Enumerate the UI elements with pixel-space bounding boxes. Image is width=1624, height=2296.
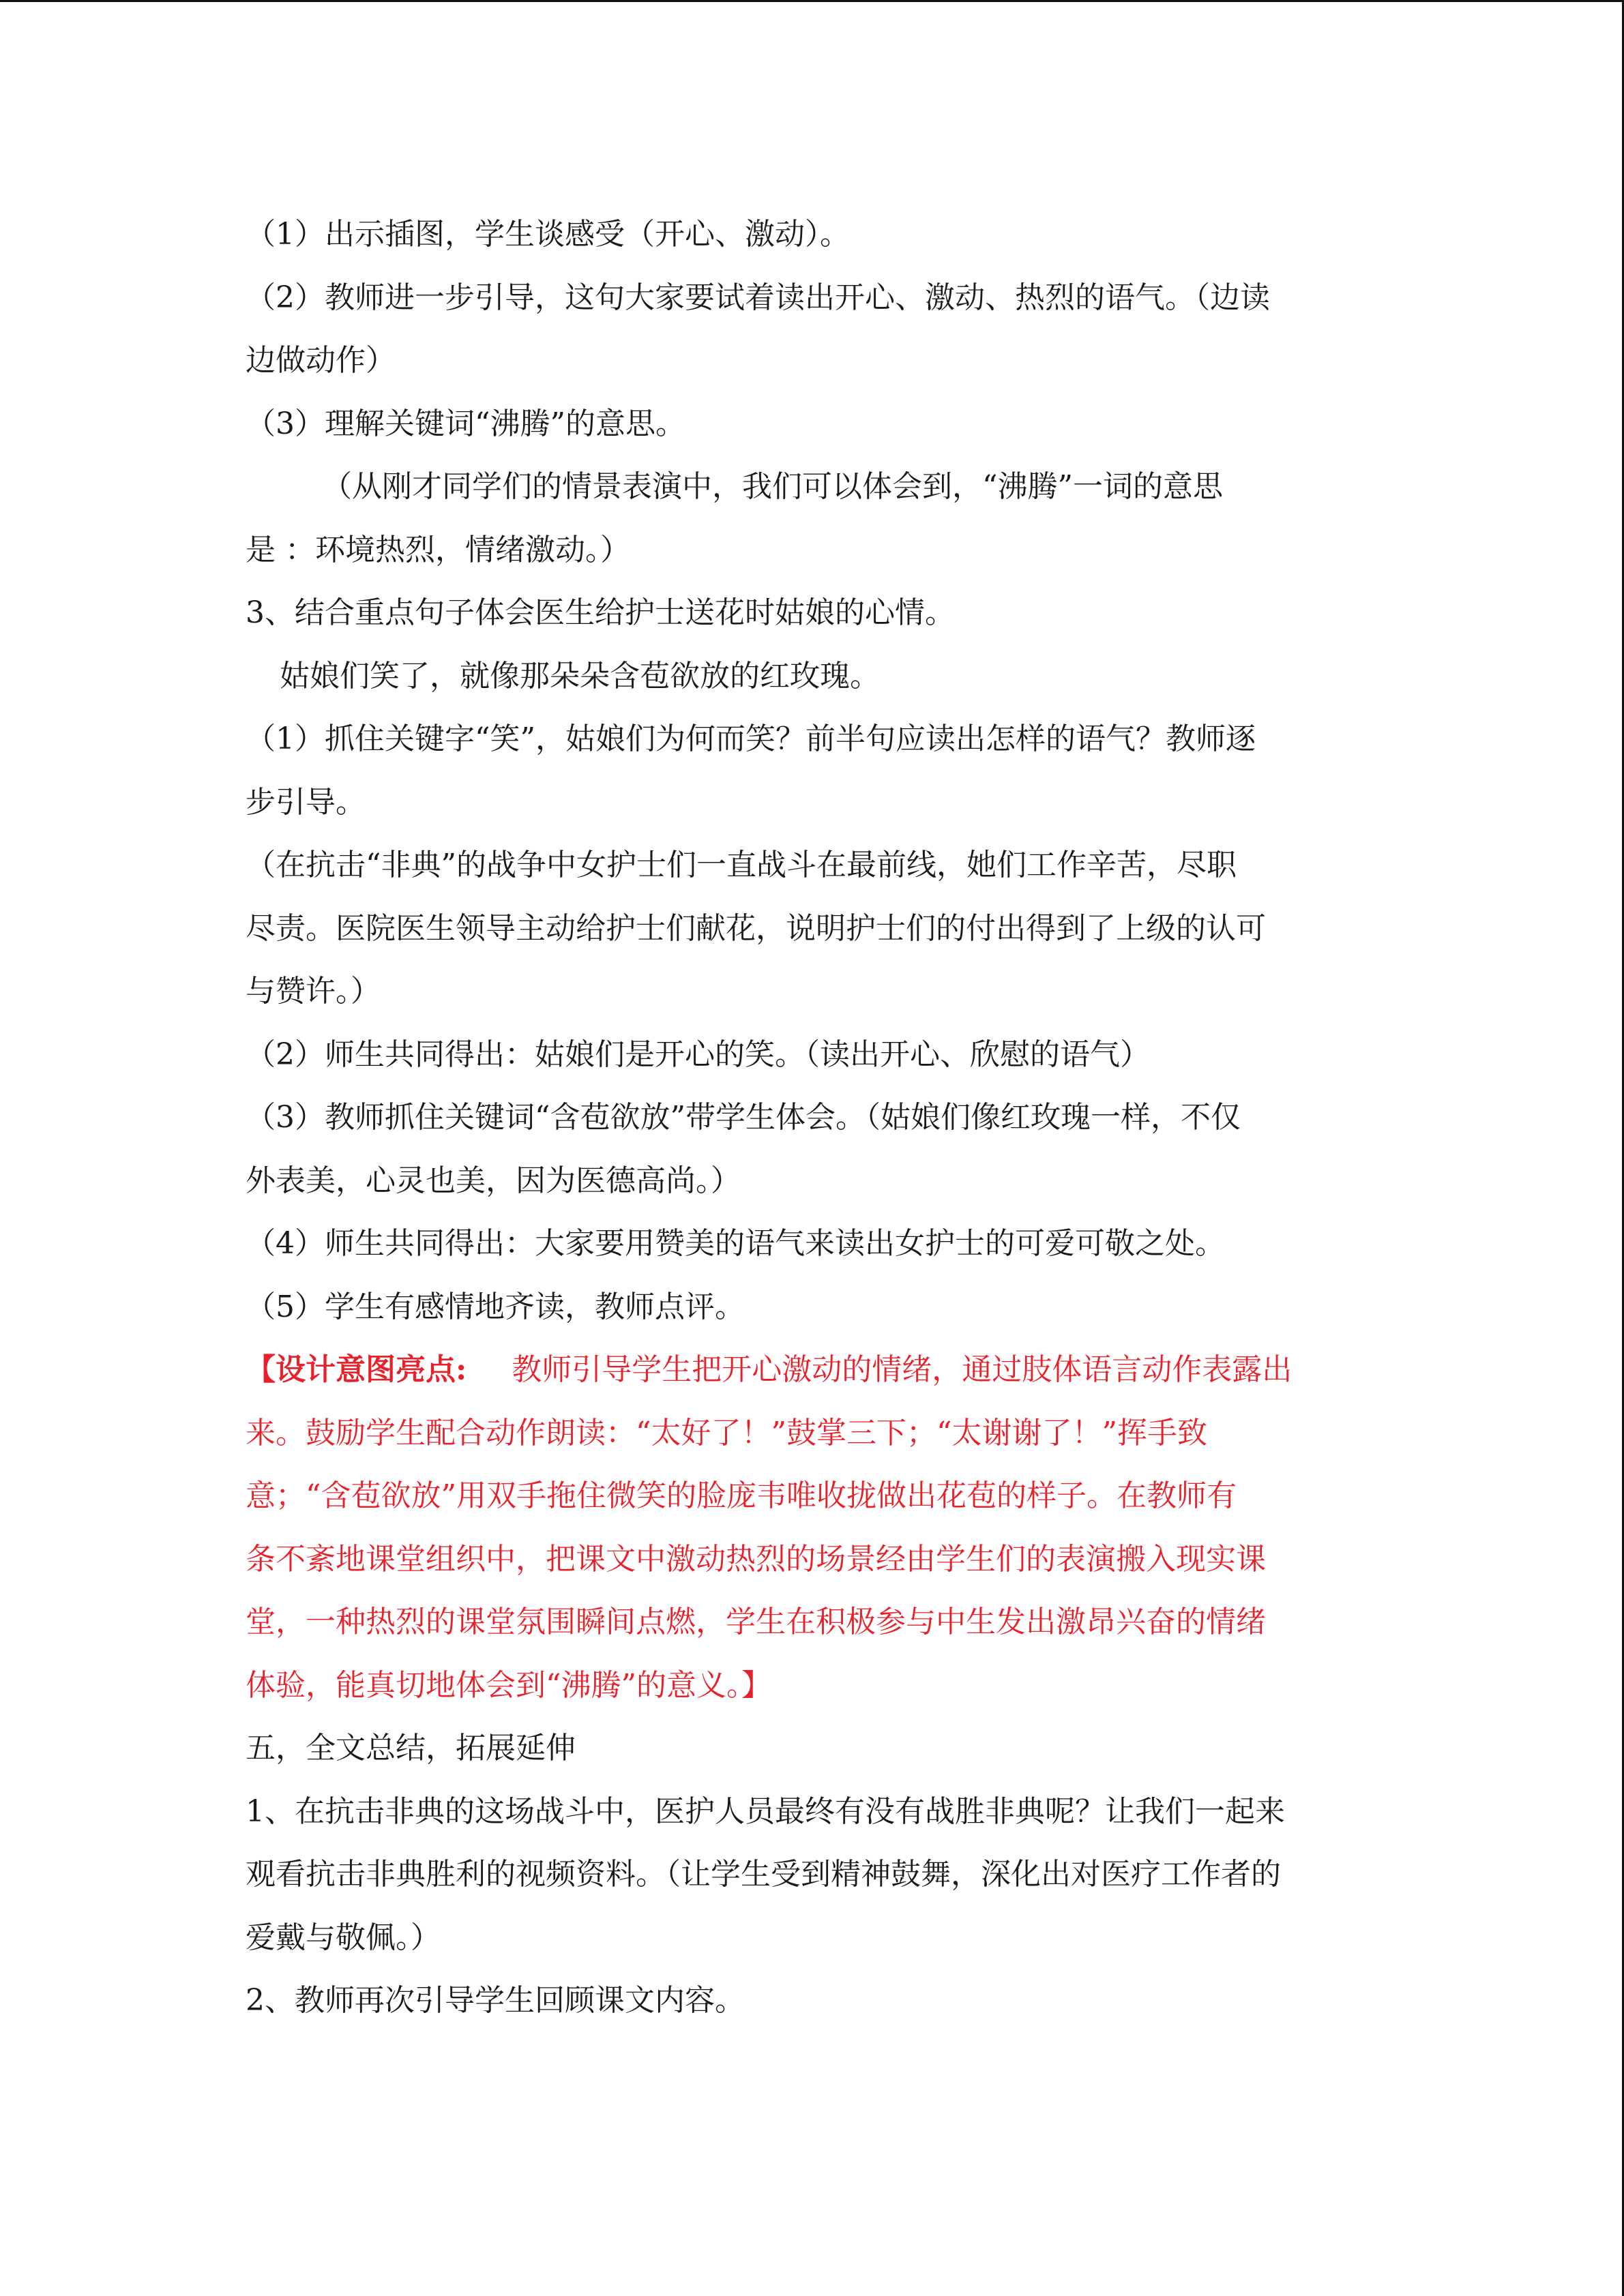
paragraph-line: （3）教师抓住关键词“含苞欲放”带学生体会。（姑娘们像红玫瑰一样，不仅: [246, 1100, 1241, 1135]
design-note-text: 教师引导学生把开心激动的情绪，通过肢体语言动作表露出: [512, 1352, 1293, 1387]
design-note-line: 意；“含苞欲放”用双手拖住微笑的脸庞韦唯收拢做出花苞的样子。在教师有: [246, 1478, 1237, 1513]
paragraph-line: 是 ：环境热烈，情绪激动。）: [246, 532, 630, 567]
section-heading: 3、结合重点句子体会医生给护士送花时姑娘的心情。: [246, 595, 955, 630]
paragraph-line: 边做动作）: [246, 343, 396, 378]
quoted-sentence: 姑娘们笑了，就像那朵朵含苞欲放的红玫瑰。: [280, 658, 880, 694]
paragraph-line: 步引导。: [246, 784, 366, 820]
paragraph-line: （在抗击“非典”的战争中女护士们一直战斗在最前线，她们工作辛苦，尽职: [246, 848, 1237, 882]
design-note-line: 来。鼓励学生配合动作朗读：“太好了！”鼓掌三下；“太谢谢了！”挥手致: [246, 1415, 1207, 1450]
paragraph-line: 2、教师再次引导学生回顾课文内容。: [246, 1983, 745, 2018]
paragraph-line: （1）出示插图，学生谈感受（开心、激动）。: [246, 217, 850, 252]
design-note-first-line: [246, 1339, 1378, 1402]
paragraph-line: （3）理解关键词“沸腾”的意思。: [246, 406, 685, 441]
paragraph-line: （2）师生共同得出：姑娘们是开心的笑。（读出开心、欣慰的语气）: [246, 1037, 1150, 1072]
section-heading: 五，全文总结，拓展延伸: [246, 1731, 576, 1765]
paragraph-line: （2）教师进一步引导，这句大家要试着读出开心、激动、热烈的语气。（边读: [246, 280, 1270, 315]
paragraph-line: （从刚才同学们的情景表演中，我们可以体会到，“沸腾”一词的意思: [322, 469, 1223, 504]
document-body: [246, 203, 1378, 2033]
paragraph-line: 观看抗击非典胜利的视频资料。（让学生受到精神鼓舞，深化出对医疗工作者的: [246, 1857, 1281, 1892]
paragraph-line: （1）抓住关键字“笑”，姑娘们为何而笑？前半句应读出怎样的语气？教师逐: [246, 721, 1256, 756]
paragraph-line: 1、在抗击非典的这场战斗中，医护人员最终有没有战胜非典呢？让我们一起来: [246, 1793, 1285, 1829]
design-note-line: 条不紊地课堂组织中，把课文中激动热烈的场景经由学生们的表演搬入现实课: [246, 1541, 1266, 1577]
design-note-heading: 【设计意图亮点:: [246, 1352, 467, 1387]
paragraph-line: 与赞许。）: [246, 974, 381, 1009]
paragraph-line: 尽责。医院医生领导主动给护士们献花，说明护士们的付出得到了上级的认可: [246, 910, 1266, 946]
paragraph-line: 外表美，心灵也美，因为医德高尚。）: [246, 1163, 741, 1198]
design-note-line: 体验，能真切地体会到“沸腾”的意义。】: [246, 1667, 771, 1703]
paragraph-line: （4）师生共同得出：大家要用赞美的语气来读出女护士的可爱可敬之处。: [246, 1226, 1225, 1261]
design-note-line: 堂，一种热烈的课堂氛围瞬间点燃，学生在积极参与中生发出激昂兴奋的情绪: [246, 1605, 1266, 1639]
paragraph-line: 爱戴与敬佩。）: [246, 1920, 441, 1955]
paragraph-line: （5）学生有感情地齐读，教师点评。: [246, 1289, 745, 1324]
